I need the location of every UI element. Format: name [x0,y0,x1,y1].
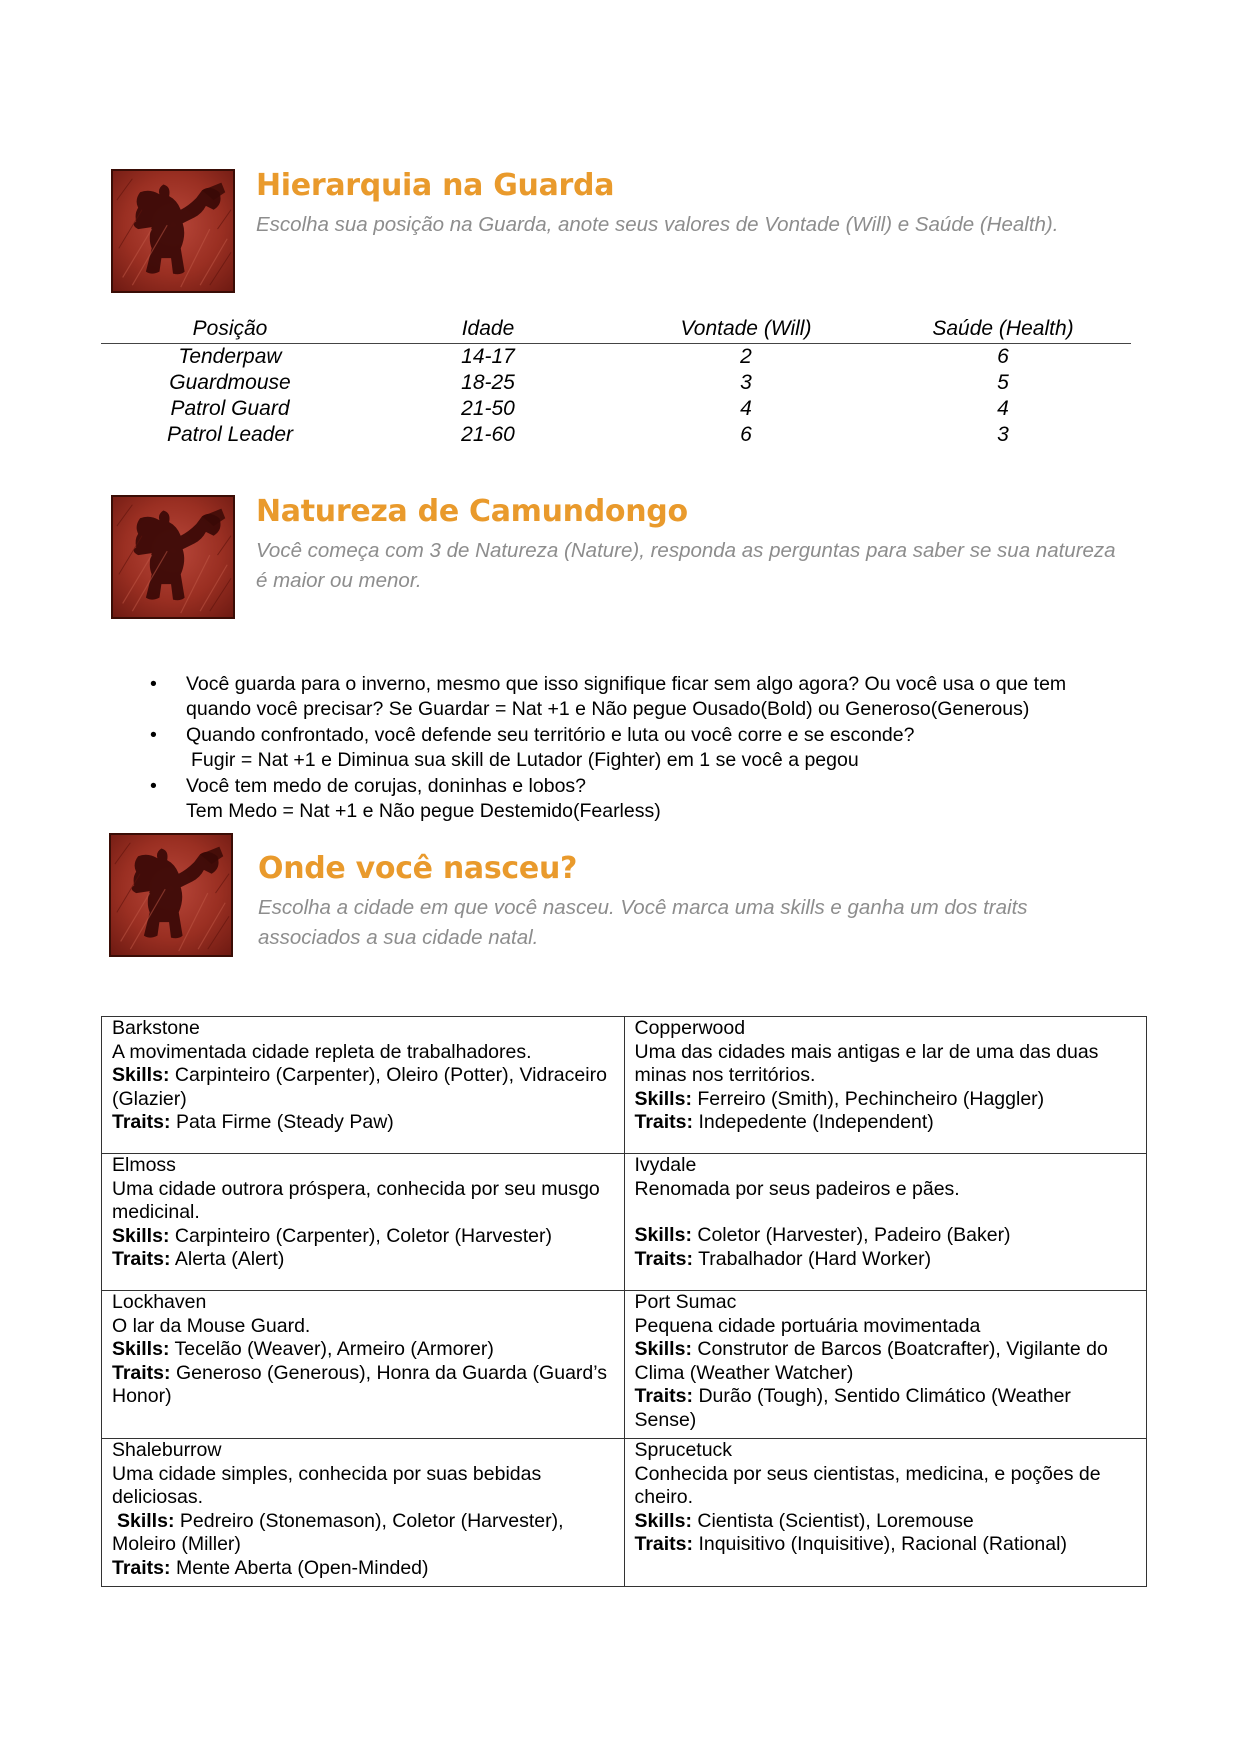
table-row [101,396,1131,422]
table-cell: Tenderpaw [178,345,282,368]
effect-text: Fugir = Nat +1 e Diminua sua skill de Lutador (Fighter) em 1 se você a pegou [191,749,859,771]
table-cell: 6 [740,423,752,446]
town-skills: Ferreiro (Smith), Pechincheiro (Haggler) [697,1087,1045,1110]
table-cell: 18-25 [461,371,515,394]
skills-label: Skills: [112,1338,170,1360]
col-header: Vontade (Will) [617,315,875,344]
town-name: Sprucetuck [634,1439,733,1461]
table-cell: Patrol Guard [170,397,290,420]
town-skills: Pedreiro (Stonemason), Coletor (Harvester), Moleiro (Miller) [112,1509,564,1555]
hierarchy-title: Hierarquia na Guarda [256,168,615,203]
town-description: A movimentada cidade repleta de trabalhadores. [112,1040,532,1063]
skills-label: Skills: [112,1064,170,1086]
town-cell-ivydale [624,1154,1147,1291]
town-description: Uma cidade simples, conhecida por suas bebidas deliciosas. [112,1462,542,1508]
town-cell-sprucetuck [624,1439,1147,1587]
town-name: Elmoss [112,1154,176,1176]
table-row [102,1439,1147,1587]
traits-label: Traits: [634,1247,694,1270]
town-skills: Coletor (Harvester), Padeiro (Baker) [697,1224,1011,1246]
hierarchy-subtitle: Escolha sua posição na Guarda, anote seus valores de Vontade (Will) e Saúde (Health). [256,213,1059,236]
table-cell: Patrol Leader [166,423,294,446]
town-skills: Cientista (Scientist), Loremouse [697,1509,974,1532]
town-traits: Inquisitivo (Inquisitive), Racional (Rational) [698,1533,1067,1555]
town-traits: Indepedente (Independent) [698,1111,934,1133]
table-cell: Guardmouse [169,371,291,394]
traits-label: Traits: [634,1533,694,1555]
town-description: Uma cidade outrora próspera, conhecida por seu musgo medicinal. [112,1177,600,1223]
skills-label: Skills: [634,1338,692,1360]
skills-label: Skills: [634,1224,692,1246]
town-name: Ivydale [634,1154,697,1176]
bullet-icon: • [150,724,157,746]
town-skills: Tecelão (Weaver), Armeiro (Armorer) [174,1338,494,1360]
table-cell: 2 [740,345,752,368]
skills-label: Skills: [634,1509,692,1532]
mouse-guard-icon [109,833,233,957]
table-cell: 6 [997,345,1009,368]
nature-title: Natureza de Camundongo [256,494,688,529]
table-cell: 3 [740,371,752,394]
traits-label: Traits: [112,1556,171,1579]
town-traits: Generoso (Generous), Honra da Guarda (Guard’s Honor) [112,1361,607,1407]
table-row [101,344,1131,371]
skills-label: Skills: [112,1224,170,1247]
town-name: Shaleburrow [112,1439,222,1461]
rank-table-header [101,315,1131,344]
town-name: Copperwood [634,1017,746,1039]
town-name: Port Sumac [634,1291,737,1313]
town-traits: Alerta (Alert) [174,1248,285,1270]
list-item [140,723,1100,773]
birthplace-subtitle: Escolha a cidade em que você nasceu. Você marca uma skills e ganha um dos traits associados a sua cidade natal. [258,896,1028,949]
traits-label: Traits: [634,1385,694,1407]
col-header: Posição [101,315,359,344]
town-name: Lockhaven [112,1291,207,1313]
table-row [101,422,1131,448]
rank-table [101,315,1131,448]
town-skills: Carpinteiro (Carpenter), Oleiro (Potter), Vidraceiro (Glazier) [112,1064,607,1110]
list-item [140,774,1100,824]
col-header: Saúde (Health) [875,315,1131,344]
mouse-guard-icon [111,169,235,293]
bullet-icon: • [150,673,157,695]
traits-label: Traits: [112,1111,171,1133]
town-description: Pequena cidade portuária movimentada [634,1314,981,1337]
town-cell-port-sumac [624,1291,1147,1439]
town-cell-lockhaven [102,1291,625,1439]
question-text: Você tem medo de corujas, doninhas e lobos? [186,775,587,797]
traits-label: Traits: [634,1111,694,1133]
bullet-icon: • [150,775,157,797]
table-cell: 4 [740,397,752,420]
table-row [101,370,1131,396]
effect-text: Tem Medo = Nat +1 e Não pegue Destemido(Fearless) [186,800,661,822]
town-traits: Durão (Tough), Sentido Climático (Weather Sense) [634,1385,1071,1431]
town-name: Barkstone [112,1017,200,1039]
table-cell: 4 [997,397,1009,420]
skills-label: Skills: [117,1509,175,1532]
town-description: O lar da Mouse Guard. [112,1314,311,1337]
col-header: Idade [359,315,617,344]
town-description: Uma das cidades mais antigas e lar de uma das duas minas nos territórios. [634,1040,1099,1086]
town-cell-elmoss [102,1154,625,1291]
town-description: Conhecida por seus cientistas, medicina, e poções de cheiro. [634,1462,1101,1508]
table-cell: 3 [997,423,1009,446]
town-cell-shaleburrow [102,1439,625,1587]
table-cell: 5 [997,371,1009,394]
table-row [102,1017,1147,1154]
table-row [102,1291,1147,1439]
nature-questions-list [140,672,1100,825]
town-traits: Trabalhador (Hard Worker) [698,1247,932,1270]
question-text: Você guarda para o inverno, mesmo que isso signifique ficar sem algo agora? Ou você usa o que tem quando você precisar? [186,673,1067,720]
effect-text: Se Guardar = Nat +1 e Não pegue Ousado(Bold) ou Generoso(Generous) [388,698,1030,720]
table-cell: 21-60 [461,423,515,446]
traits-label: Traits: [112,1248,171,1270]
town-cell-barkstone [102,1017,625,1154]
nature-subtitle: Você começa com 3 de Natureza (Nature), responda as perguntas para saber se sua natureza é maior ou menor. [256,539,1116,592]
birthplace-title: Onde você nasceu? [258,851,578,886]
town-description: Renomada por seus padeiros e pães. [634,1177,960,1200]
town-traits: Pata Firme (Steady Paw) [175,1111,394,1133]
town-traits: Mente Aberta (Open-Minded) [175,1556,429,1579]
town-cell-copperwood [624,1017,1147,1154]
table-cell: 14-17 [461,345,515,368]
towns-table [101,1016,1147,1587]
list-item [140,672,1100,722]
skills-label: Skills: [634,1087,692,1110]
mouse-guard-icon [111,495,235,619]
question-text: Quando confrontado, você defende seu território e luta ou você corre e se esconde? [186,724,915,746]
traits-label: Traits: [112,1361,171,1384]
table-row [102,1154,1147,1291]
town-skills: Construtor de Barcos (Boatcrafter), Vigilante do Clima (Weather Watcher) [634,1338,1108,1384]
table-cell: 21-50 [461,397,515,420]
town-skills: Carpinteiro (Carpenter), Coletor (Harvester) [174,1224,552,1247]
